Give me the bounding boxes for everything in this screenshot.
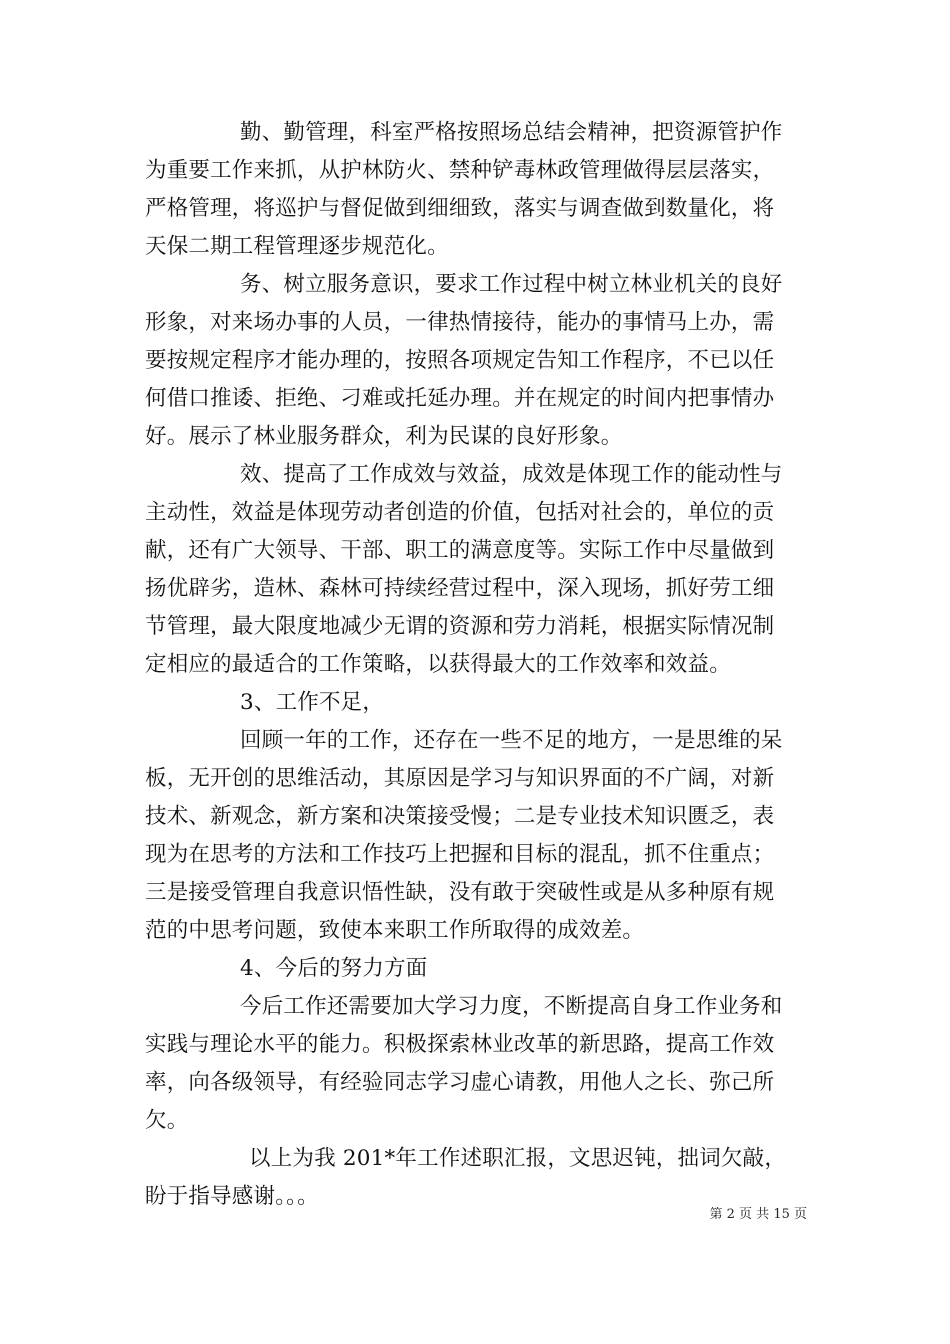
text-line: 形象，对来场办事的人员，一律热情接待，能办的事情马上办，需 bbox=[145, 310, 775, 335]
text-line: 何借口推诿、拒绝、刁难或托延办理。并在规定的时间内把事情办 bbox=[145, 386, 775, 411]
paragraph bbox=[145, 114, 807, 266]
text-line: 实践与理论水平的能力。积极探索林业改革的新思路，提高工作效 bbox=[145, 1032, 775, 1057]
text-line: 三是接受管理自我意识悟性缺，没有敢于突破性或是从多种原有规 bbox=[145, 880, 775, 905]
text-line: 今后工作还需要加大学习力度，不断提高自身工作业务和 bbox=[240, 994, 783, 1019]
text-line: 严格管理，将巡护与督促做到细细致，落实与调查做到数量化，将 bbox=[145, 196, 775, 221]
text-line: 要按规定程序才能办理的，按照各项规定告知工作程序，不已以任 bbox=[145, 348, 775, 373]
text-line: 回顾一年的工作，还存在一些不足的地方，一是思维的呆 bbox=[240, 728, 783, 753]
text-line: 主动性，效益是体现劳动者创造的价值，包括对社会的，单位的贡 bbox=[145, 500, 775, 525]
text-line: 勤、勤管理，科室严格按照场总结会精神，把资源管护作 bbox=[240, 120, 783, 145]
text-line: 定相应的最适合的工作策略，以获得最大的工作效率和效益。 bbox=[145, 652, 731, 677]
text-line: 盼于指导感谢。。。 bbox=[145, 1184, 319, 1209]
paragraph bbox=[145, 456, 807, 684]
text-line: 务、树立服务意识，要求工作过程中树立林业机关的良好 bbox=[240, 272, 783, 297]
text-line: 技术、新观念，新方案和决策接受慢；二是专业技术知识匮乏，表 bbox=[145, 804, 775, 829]
text-line: 以上为我 201*年工作述职汇报，文思迟钝，拙词欠敲， bbox=[249, 1146, 787, 1171]
document-body bbox=[145, 114, 807, 1216]
text-line: 率，向各级领导，有经验同志学习虚心请教，用他人之长、弥己所 bbox=[145, 1070, 775, 1095]
text-line: 好。展示了林业服务群众，利为民谋的良好形象。 bbox=[145, 424, 623, 449]
text-line: 范的中思考问题，致使本来职工作所取得的成效差。 bbox=[145, 918, 645, 943]
text-line: 献，还有广大领导、干部、职工的满意度等。实际工作中尽量做到 bbox=[145, 538, 775, 563]
text-line: 3、工作不足， bbox=[240, 690, 385, 715]
text-line: 欠。 bbox=[145, 1108, 189, 1133]
text-line: 为重要工作来抓，从护林防火、禁种铲毒林政管理做得层层落实， bbox=[145, 158, 775, 183]
text-line: 效、提高了工作成效与效益，成效是体现工作的能动性与 bbox=[240, 462, 783, 487]
paragraph bbox=[145, 988, 807, 1140]
paragraph bbox=[145, 266, 807, 456]
text-line: 4、今后的努力方面 bbox=[240, 956, 428, 981]
section-heading bbox=[145, 950, 807, 988]
section-heading bbox=[145, 684, 807, 722]
text-line: 扬优辟劣，造林、森林可持续经营过程中，深入现场，抓好劳工细 bbox=[145, 576, 775, 601]
text-line: 现为在思考的方法和工作技巧上把握和目标的混乱，抓不住重点； bbox=[145, 842, 775, 867]
page-number-footer: 第 2 页 共 15 页 bbox=[709, 1207, 807, 1222]
text-line: 节管理，最大限度地减少无谓的资源和劳力消耗，根据实际情况制 bbox=[145, 614, 775, 639]
text-line: 天保二期工程管理逐步规范化。 bbox=[145, 234, 449, 259]
text-line: 板，无开创的思维活动，其原因是学习与知识界面的不广阔，对新 bbox=[145, 766, 775, 791]
paragraph bbox=[145, 722, 807, 950]
